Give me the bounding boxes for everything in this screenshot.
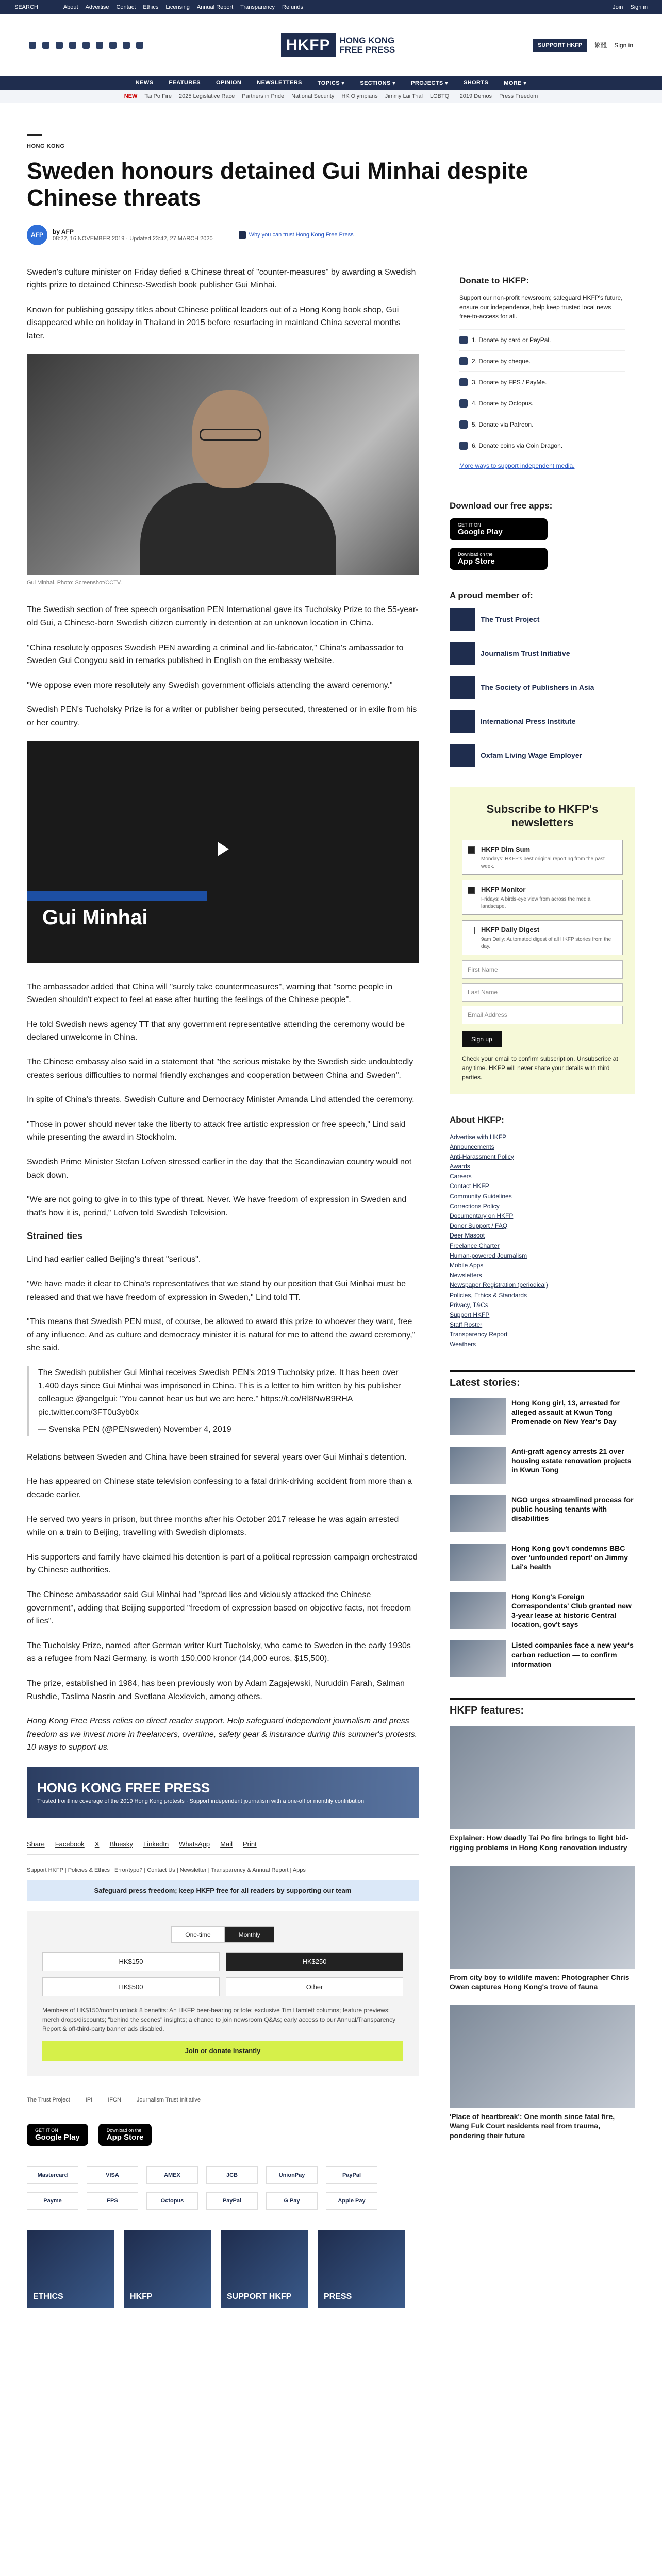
topbar-link-refunds[interactable]: Refunds	[282, 4, 303, 10]
feature-image[interactable]	[450, 1866, 635, 1969]
donate-option[interactable]: 4. Donate by Octopus.	[459, 393, 625, 414]
payment-logo: Payme	[27, 2192, 78, 2210]
member-heading: A proud member of:	[450, 590, 533, 600]
page-title: Sweden honours detained Gui Minhai despite Chinese threats	[27, 158, 528, 211]
trending-link[interactable]: HK Olympians	[341, 93, 378, 99]
last-name-field[interactable]: Last Name	[462, 983, 623, 1002]
newsletter-option[interactable]: HKFP Monitor Fridays: A birds-eye view from across the media landscape.	[462, 880, 623, 915]
latest-heading: Latest stories:	[450, 1370, 635, 1389]
donate-heading: Donate to HKFP:	[459, 275, 529, 285]
payment-logo: G Pay	[266, 2192, 318, 2210]
topbar-link-ethics[interactable]: Ethics	[143, 4, 159, 10]
nav-item[interactable]: TOPICS ▾	[317, 80, 345, 87]
threads-icon[interactable]	[69, 42, 76, 49]
donate-option[interactable]: 1. Donate by card or PayPal.	[459, 329, 625, 350]
about-link[interactable]: Corrections Policy	[450, 1202, 500, 1210]
social-icons	[29, 42, 143, 49]
payment-logo: Mastercard	[27, 2166, 78, 2184]
newsletter-fineprint: Check your email to confirm subscription. Unsubscribe at any time. HKFP will never share your details with third parties.	[462, 1055, 618, 1081]
about-link[interactable]: Announcements	[450, 1143, 494, 1150]
share-bar	[27, 1834, 419, 1855]
promo-tile[interactable]: ETHICS	[27, 2230, 114, 2308]
amount-option[interactable]: Other	[226, 1977, 403, 1996]
embedded-tweet[interactable]	[27, 1366, 419, 1436]
article-photo[interactable]	[27, 354, 419, 575]
partner-logo[interactable]: Journalism Trust Initiative	[136, 2096, 201, 2103]
partner-logo[interactable]: IPI	[85, 2096, 93, 2103]
about-section	[450, 1115, 635, 1350]
story-thumbnail[interactable]	[450, 1544, 506, 1581]
nav-item[interactable]: FEATURES	[169, 80, 201, 86]
newsletter-title: Subscribe to HKFP's newsletters	[486, 802, 599, 829]
masthead	[0, 14, 662, 76]
donate-option[interactable]: 3. Donate by FPS / PayMe.	[459, 371, 625, 393]
trending-link[interactable]: 2025 Legislative Race	[178, 93, 235, 99]
story-item[interactable]	[450, 1398, 635, 1435]
payment-logo: UnionPay	[266, 2166, 318, 2184]
features-heading: HKFP features:	[450, 1698, 635, 1717]
story-thumbnail[interactable]	[450, 1398, 506, 1435]
trending-label: NEW	[124, 93, 138, 99]
paragraph: The ambassador added that China will "surely take countermeasures", warning that "some people in Sweden shouldn't expect to feel at ease after hurting the feelings of the Chinese people".	[27, 982, 392, 1005]
checkbox[interactable]	[468, 846, 475, 854]
paragraph: "China resolutely opposes Swedish PEN awarding a criminal and lie-fabricator," China's ambassador to Sweden Gui Congyou said in remarks published in English on the embassy website.	[27, 643, 404, 666]
nav-item[interactable]: NEWSLETTERS	[257, 80, 302, 86]
photo-figure-body	[140, 483, 336, 575]
site-logo[interactable]	[281, 33, 395, 57]
payment-methods	[27, 2166, 419, 2210]
promo-tiles	[27, 2230, 419, 2308]
about-link[interactable]: Weathers	[450, 1341, 476, 1348]
donate-panel	[450, 266, 635, 480]
member-logos	[450, 608, 635, 767]
search-link[interactable]: SEARCH	[14, 4, 38, 10]
main-nav	[0, 76, 662, 90]
topbar-link-signin[interactable]: Sign in	[630, 4, 648, 10]
paragraph: He told Swedish news agency TT that any government representative attending the ceremony would be declared unwelcome in China.	[27, 1020, 405, 1042]
checkbox[interactable]	[468, 927, 475, 934]
features-section	[450, 1698, 635, 2140]
tweet-text: The Swedish publisher Gui Minhai receives Swedish PEN's 2019 Tucholsky prize. It has been over 1,400 days since Gui Minhai was imprisoned in China. This is a letter to him written by his publisher colleague @angelgui: "You cannot hear us but we are here." https://t.co/Rl8NwB9RHA pic.twitter.com/3FT0u3yb0x	[38, 1368, 401, 1417]
payment-logo: JCB	[206, 2166, 258, 2184]
paragraph: His supporters and family have claimed his detention is part of a political repression campaign orchestrated by Chinese authorities.	[27, 1552, 418, 1575]
share-label: Share	[27, 1840, 45, 1848]
paragraph: The prize, established in 1984, has been previously won by Adam Zagajewski, Nuruddin Farah, Salman Rushdie, Taslima Nasrin and Svetlana Alexievich, among others.	[27, 1679, 405, 1701]
checkbox[interactable]	[468, 887, 475, 894]
trending-link[interactable]: LGBTQ+	[429, 93, 453, 99]
payment-logo: PayPal	[326, 2166, 377, 2184]
author-name[interactable]: by AFP	[53, 228, 74, 235]
amount-option[interactable]: HK$150	[42, 1952, 220, 1971]
about-link[interactable]: Advertise with HKFP	[450, 1133, 507, 1141]
byline	[27, 225, 635, 245]
partner-logo[interactable]: IFCN	[108, 2096, 121, 2103]
story-item[interactable]	[450, 1495, 635, 1532]
play-icon[interactable]	[218, 842, 229, 856]
feature-item[interactable]	[450, 2005, 635, 2140]
share-bluesky[interactable]: Bluesky	[109, 1840, 133, 1848]
x-icon[interactable]	[42, 42, 49, 49]
trust-project-icon	[450, 608, 475, 631]
about-link[interactable]: Community Guidelines	[450, 1192, 512, 1200]
payment-logo: Octopus	[146, 2192, 198, 2210]
story-title[interactable]: NGO urges streamlined process for public housing tenants with disabilities	[511, 1495, 634, 1522]
sidebar	[450, 266, 635, 2308]
video-title: Gui Minhai	[42, 906, 148, 929]
about-link[interactable]: Human-powered Journalism	[450, 1251, 527, 1259]
partner-logos	[27, 2097, 419, 2103]
about-link[interactable]: Anti-Harassment Policy	[450, 1153, 514, 1160]
topbar-link-transparency[interactable]: Transparency	[240, 4, 275, 10]
story-title[interactable]: Listed companies face a new year's carbon reduction — to confirm information	[511, 1641, 634, 1668]
paragraph: "We have made it clear to China's representatives that we stand by our position that Gui Minhai must be released and that we have freedom of expression in Sweden," Lind told TT.	[27, 1279, 406, 1302]
sopa-icon	[450, 676, 475, 699]
nav-item[interactable]: OPINION	[216, 80, 242, 86]
paragraph: Lind had earlier called Beijing's threat "serious".	[27, 1255, 201, 1264]
story-thumbnail[interactable]	[450, 1447, 506, 1484]
instagram-icon[interactable]	[56, 42, 63, 49]
author-avatar[interactable]: AFP	[27, 225, 47, 245]
logo-box: HKFP	[281, 33, 336, 57]
category-label[interactable]: HONG KONG	[27, 143, 65, 149]
support-banner[interactable]	[27, 1767, 419, 1818]
amount-option[interactable]: HK$250	[226, 1952, 403, 1971]
about-link[interactable]: Freelance Charter	[450, 1242, 500, 1249]
sidebar-apps	[450, 518, 635, 570]
paragraph: Swedish PEN's Tucholsky Prize is for a writer or publisher being persecuted, threatened or in exile from his or her country.	[27, 705, 417, 728]
card-icon	[459, 336, 468, 344]
rss-icon[interactable]	[136, 42, 143, 49]
telegram-icon[interactable]	[123, 42, 130, 49]
share-facebook[interactable]: Facebook	[55, 1840, 85, 1848]
nav-item[interactable]: MORE ▾	[504, 80, 527, 87]
frequency-toggle	[42, 1926, 403, 1943]
member-logo[interactable]: Oxfam Living Wage Employer	[450, 744, 635, 767]
topbar-link-join[interactable]: Join	[613, 4, 623, 10]
member-logo[interactable]: International Press Institute	[450, 710, 635, 733]
story-title[interactable]: Hong Kong gov't condemns BBC over 'unfounded report' on Jimmy Lai's health	[511, 1544, 628, 1571]
publish-date: 08:22, 16 NOVEMBER 2019 · Updated 23:42, 27 MARCH 2020	[53, 235, 213, 242]
article-body	[27, 266, 419, 2308]
cheque-icon	[459, 357, 468, 365]
newsletter-option[interactable]: HKFP Daily Digest 9am Daily: Automated digest of all HKFP stories from the day.	[462, 920, 623, 955]
trending-bar	[0, 90, 662, 103]
topbar-link-licensing[interactable]: Licensing	[166, 4, 190, 10]
topbar-link-contact[interactable]: Contact	[116, 4, 136, 10]
app-store-row	[27, 2124, 419, 2146]
more-ways-link[interactable]: More ways to support independent media.	[459, 462, 575, 469]
paragraph: The Chinese ambassador said Gui Minhai had "spread lies and viciously attacked the Chinese government", adding that Beijing supported "freedom of expression based on objective facts, not freedom of lies".	[27, 1590, 411, 1626]
freq-one-time[interactable]: One-time	[171, 1926, 224, 1943]
payment-logo: AMEX	[146, 2166, 198, 2184]
topbar-link-annual-report[interactable]: Annual Report	[196, 4, 234, 10]
facebook-icon[interactable]	[29, 42, 36, 49]
photo-caption: Gui Minhai. Photo: Screenshot/CCTV.	[27, 580, 122, 586]
trending-link[interactable]: Jimmy Lai Trial	[385, 93, 423, 99]
logo-text: HONG KONG FREE PRESS	[339, 35, 395, 55]
article-footer-links[interactable]: Support HKFP | Policies & Ethics | Error/typo? | Contact Us | Newsletter | Transparency & Annual Report | Apps	[27, 1867, 306, 1873]
donate-option[interactable]: 2. Donate by cheque.	[459, 350, 625, 371]
share-print[interactable]: Print	[242, 1840, 257, 1848]
app-store-badge[interactable]: Download on the App Store	[98, 2124, 152, 2146]
trending-link[interactable]: Partners in Pride	[242, 93, 285, 99]
youtube-icon[interactable]	[82, 42, 90, 49]
email-field[interactable]: Email Address	[462, 1006, 623, 1024]
promo-tile[interactable]: SUPPORT HKFP	[221, 2230, 308, 2308]
linkedin-icon[interactable]	[96, 42, 103, 49]
about-link[interactable]: Newsletters	[450, 1272, 482, 1279]
newsletter-signup	[450, 787, 635, 1094]
trust-text: Why you can trust Hong Kong Free Press	[249, 231, 354, 238]
paragraph: "We oppose even more resolutely any Swedish government officials attending the award ceremony."	[27, 681, 393, 690]
latest-stories	[450, 1370, 635, 1678]
nav-item[interactable]: PROJECTS ▾	[411, 80, 449, 87]
coin-icon	[459, 442, 468, 450]
partner-logo[interactable]: The Trust Project	[27, 2096, 70, 2103]
ipi-icon	[450, 710, 475, 733]
signup-button[interactable]: Sign up	[462, 1031, 502, 1047]
feature-title[interactable]: 'Place of heartbreak': One month since fatal fire, Wang Fuk Court residents reel from trauma, pondering their future	[450, 2112, 615, 2140]
first-name-field[interactable]: First Name	[462, 960, 623, 979]
about-link[interactable]: Support HKFP	[450, 1311, 490, 1318]
story-thumbnail[interactable]	[450, 1592, 506, 1629]
promo-tile[interactable]: PRESS	[318, 2230, 405, 2308]
trending-link[interactable]: 2019 Demos	[459, 93, 492, 99]
story-thumbnail[interactable]	[450, 1640, 506, 1677]
tweet-author[interactable]: — Svenska PEN (@PENsweden) November 4, 2019	[38, 1425, 231, 1434]
payment-logo: PayPal	[206, 2192, 258, 2210]
paragraph: He served two years in prison, but three months after his October 2017 release he was again arrested while on a train to Beijing, travelling with Swedish diplomats.	[27, 1515, 399, 1537]
jti-icon	[450, 642, 475, 665]
google-play-badge[interactable]: GET IT ON Google Play	[27, 2124, 88, 2146]
story-title[interactable]: Hong Kong's Foreign Correspondents' Club granted new 3-year lease at historic Central location, gov't says	[511, 1592, 632, 1629]
paragraph: "This means that Swedish PEN must, of course, be allowed to award this prize to whoever they want, free of any influence. And as culture and democracy minister it is natural for me to attend the award ceremony," she said.	[27, 1317, 416, 1353]
paragraph: The Swedish section of free speech organisation PEN International gave its Tucholsky Prize to the 55-year-old Gui, a Chinese-born Swedish citizen currently in detention at an unknown location in China.	[27, 605, 419, 628]
about-link[interactable]: Careers	[450, 1173, 472, 1180]
feature-image[interactable]	[450, 1726, 635, 1829]
amount-options	[42, 1952, 403, 1996]
bluesky-icon[interactable]	[109, 42, 117, 49]
about-link[interactable]: Mobile Apps	[450, 1261, 484, 1269]
trending-link[interactable]: National Security	[291, 93, 335, 99]
feature-title[interactable]: Explainer: How deadly Tai Po fire brings to light bid-rigging problems in Hong Kong renovation industry	[450, 1834, 628, 1852]
nav-item[interactable]: SECTIONS ▾	[360, 80, 396, 87]
about-link[interactable]: Deer Mascot	[450, 1232, 485, 1240]
feature-item[interactable]	[450, 1726, 635, 1852]
story-item[interactable]	[450, 1544, 635, 1581]
donate-intro: Support our non-profit newsroom; safeguard HKFP's future, ensure our independence, help keep trusted local news free-to-access for all.	[459, 294, 623, 320]
story-item[interactable]	[450, 1447, 635, 1484]
paragraph: In spite of China's threats, Swedish Culture and Democracy Minister Amanda Lind attended the ceremony.	[27, 1095, 415, 1105]
google-play-badge[interactable]: GET IT ON Google Play	[450, 518, 548, 540]
membership-benefits: Members of HK$150/month unlock 8 benefits: An HKFP beer-bearing or tote; exclusive Tim Hamlett columns; feature previews; merch drops/discounts; "behind the scenes" insights; a chance to join newsroom Q&As; early access to our Annual/Transparency Report & off-third-party banner ads disabled.	[42, 2006, 396, 2032]
paragraph: Swedish Prime Minister Stefan Lofven stressed earlier in the day that the Scandinavian country would not back down.	[27, 1157, 412, 1180]
nav-item[interactable]: NEWS	[135, 80, 154, 86]
share-linkedin[interactable]: LinkedIn	[143, 1840, 169, 1848]
apps-heading: Download our free apps:	[450, 500, 553, 511]
paragraph: The Tucholsky Prize, named after German writer Kurt Tucholsky, who came to Sweden in the early 1930s as a refugee from Nazi Germany, is worth 150,000 kronor (14,000 euros, $15,500).	[27, 1641, 411, 1664]
about-link[interactable]: Staff Roster	[450, 1321, 483, 1329]
support-appeal: Hong Kong Free Press relies on direct reader support. Help safeguard independent journalism and press freedom as we invest more in freelancers, overtime, safety gear & insurance during this summer's protests. 10 ways to support us.	[27, 1717, 418, 1752]
topbar-link-advertise[interactable]: Advertise	[85, 4, 109, 10]
story-title[interactable]: Anti-graft agency arrests 21 over housing estate renovation projects in Kwun Tong	[511, 1447, 632, 1474]
share-mail[interactable]: Mail	[220, 1840, 233, 1848]
member-logo[interactable]: The Trust Project	[450, 608, 635, 631]
video-player[interactable]	[27, 741, 419, 963]
donate-option[interactable]: 6. Donate coins via Coin Dragon.	[459, 435, 625, 456]
paragraph: Sweden's culture minister on Friday defied a Chinese threat of "counter-measures" by awarding a Swedish rights prize to detained Chinese-Swedish book publisher Gui Minhai.	[27, 267, 416, 290]
payment-logo: VISA	[87, 2166, 138, 2184]
about-link[interactable]: Awards	[450, 1163, 470, 1171]
trust-link[interactable]	[239, 231, 354, 239]
payment-logo: Apple Pay	[326, 2192, 377, 2210]
share-whatsapp[interactable]: WhatsApp	[179, 1840, 210, 1848]
feature-item[interactable]	[450, 1866, 635, 1991]
trending-link[interactable]: Press Freedom	[499, 93, 538, 99]
story-thumbnail[interactable]	[450, 1495, 506, 1532]
about-heading: About HKFP:	[450, 1114, 504, 1125]
subheading: Strained ties	[27, 1231, 83, 1242]
app-store-badge[interactable]: Download on the App Store	[450, 548, 548, 570]
banner-title: HONG KONG FREE PRESS	[37, 1780, 210, 1796]
paragraph: Relations between Sweden and China have been strained for several years over Gui Minhai's detention.	[27, 1452, 407, 1462]
paragraph: "We are not going to give in to this type of threat. Never. We have freedom of expression in Sweden and that's how it is, period," Lofven told Swedish Television.	[27, 1195, 407, 1217]
topbar-link-about[interactable]: About	[63, 4, 78, 10]
paragraph: He has appeared on Chinese state television confessing to a fatal drink-driving accident from more than a decade earlier.	[27, 1477, 412, 1500]
about-link[interactable]: Newspaper Registration (periodical)	[450, 1281, 548, 1289]
feature-image[interactable]	[450, 2005, 635, 2108]
paragraph: "Those in power should never take the liberty to attack free artistic expression or free speech," Lind said while presenting the award in Stockholm.	[27, 1120, 406, 1142]
story-title[interactable]: Hong Kong girl, 13, arrested for alleged assault at Kwun Tong Promenade on New Year's Day	[511, 1398, 620, 1426]
about-link[interactable]: Privacy, T&Cs	[450, 1301, 488, 1309]
photo-figure-glasses	[200, 429, 261, 441]
top-utility-bar	[0, 0, 662, 14]
member-logo[interactable]: The Society of Publishers in Asia	[450, 676, 635, 699]
safeguard-notice[interactable]: Safeguard press freedom; keep HKFP free for all readers by supporting our team	[27, 1880, 419, 1901]
about-link[interactable]: Policies, Ethics & Standards	[450, 1291, 527, 1299]
about-link[interactable]: Transparency Report	[450, 1331, 508, 1338]
freq-monthly[interactable]: Monthly	[225, 1926, 274, 1943]
paragraph: The Chinese embassy also said in a statement that "the serious mistake by the Swedish side undoubtedly creates serious difficulties to normal friendly exchanges and cooperation between China and Sweden".	[27, 1058, 413, 1080]
donate-options	[459, 329, 625, 456]
trending-link[interactable]: Tai Po Fire	[144, 93, 172, 99]
category-rule	[27, 134, 42, 136]
support-hkfp-button[interactable]: SUPPORT HKFP	[533, 39, 587, 52]
signin-link[interactable]: Sign in	[614, 41, 633, 49]
fps-icon	[459, 378, 468, 386]
about-link[interactable]: Contact HKFP	[450, 1182, 489, 1190]
patreon-icon	[459, 420, 468, 429]
trust-icon	[239, 231, 246, 239]
amount-option[interactable]: HK$500	[42, 1977, 220, 1996]
story-item[interactable]	[450, 1592, 635, 1630]
nav-item[interactable]: SHORTS	[464, 80, 489, 86]
feature-title[interactable]: From city boy to wildlife maven: Photographer Chris Owen captures Hong Kong's trove of fauna	[450, 1973, 630, 1991]
member-logo[interactable]: Journalism Trust Initiative	[450, 642, 635, 665]
donation-widget	[27, 1911, 419, 2076]
oxfam-icon	[450, 744, 475, 767]
promo-tile[interactable]: HKFP	[124, 2230, 211, 2308]
about-link[interactable]: Donor Support / FAQ	[450, 1222, 508, 1230]
octopus-icon	[459, 399, 468, 408]
video-lower-third	[27, 891, 207, 901]
about-link[interactable]: Documentary on HKFP	[450, 1212, 514, 1219]
donate-option[interactable]: 5. Donate via Patreon.	[459, 414, 625, 435]
share-x[interactable]: X	[94, 1840, 100, 1848]
payment-logo: FPS	[87, 2192, 138, 2210]
story-item[interactable]	[450, 1640, 635, 1677]
banner-subtitle: Trusted frontline coverage of the 2019 Hong Kong protests · Support independent journalism with a one-off or monthly contribution	[37, 1798, 365, 1805]
language-toggle[interactable]: 繁體	[594, 42, 607, 49]
newsletter-option[interactable]: HKFP Dim Sum Mondays: HKFP's best original reporting from the past week.	[462, 840, 623, 875]
join-button[interactable]: Join or donate instantly	[42, 2041, 403, 2061]
paragraph: Known for publishing gossipy titles about Chinese political leaders out of a Hong Kong book shop, Gui disappeared while on holiday in Thailand in 2015 before resurfacing in mainland China several months later.	[27, 305, 401, 341]
